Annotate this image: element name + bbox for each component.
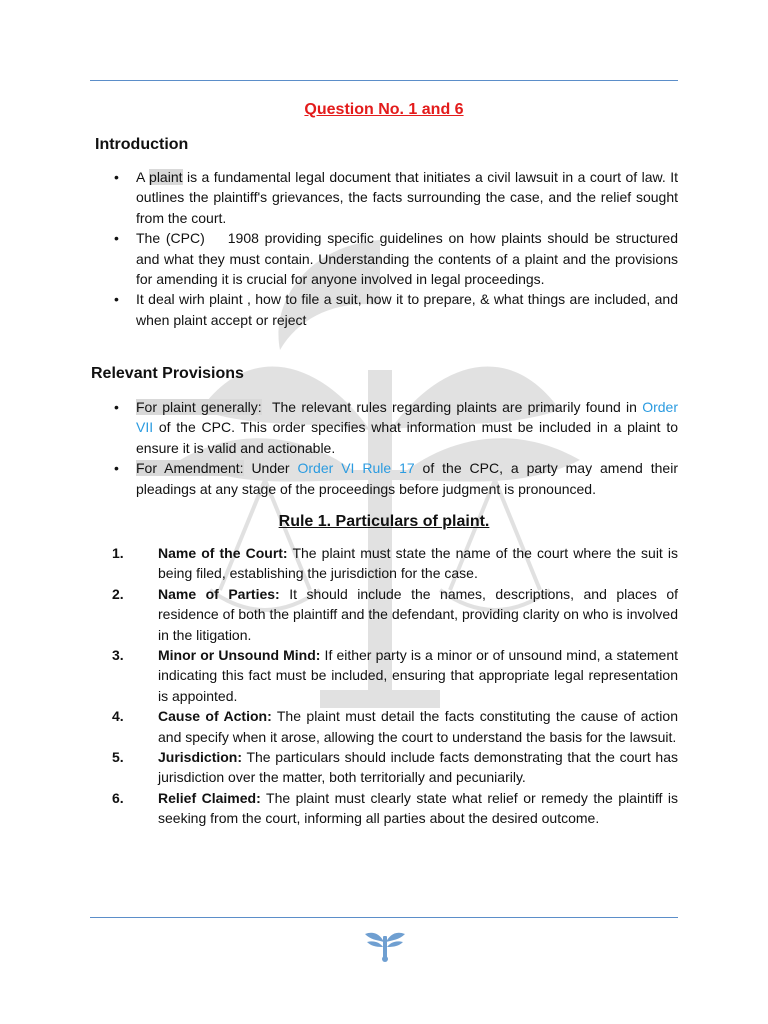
- item-term: Minor or Unsound Mind:: [158, 647, 321, 664]
- order-vi-rule-17-link[interactable]: Order VI Rule 17: [297, 460, 415, 477]
- item-text-post: is a fundamental legal document that initiates a civil lawsuit in a court of law. It outlines the plaintiff's grievances, the facts surrounding the case, and the relief sought from the court.: [136, 169, 678, 226]
- item-term: Relief Claimed:: [158, 789, 261, 806]
- list-item: [114, 228, 682, 289]
- list-item: [114, 397, 678, 458]
- introduction-list: [114, 167, 682, 330]
- item-number: 4.: [112, 708, 124, 725]
- item-text: It should include the names, descriptions, and places of residence of both the plaintiff and the defendant, providing clarity on who is involved in the litigation.: [158, 585, 679, 643]
- list-item: [114, 167, 678, 228]
- item-number: 2.: [112, 585, 124, 602]
- bullet-icon: •: [114, 230, 119, 247]
- order-vii-link[interactable]: Order VII: [136, 399, 679, 436]
- item-number: 5.: [112, 749, 124, 766]
- list-item: [112, 706, 678, 747]
- list-item: [112, 788, 678, 829]
- bullet-icon: •: [114, 291, 119, 308]
- provision-label: For plaint generally:: [136, 399, 262, 415]
- item-text: It deal wirh plaint , how to file a suit, how it to prepare, & what things are included, and when plaint accept or reject: [136, 291, 678, 328]
- item-text: The plaint must detail the facts constituting the cause of action and specify when it arose, allowing the court to understand the basis for the lawsuit.: [158, 708, 678, 745]
- footer-rule: [90, 917, 678, 918]
- provision-label: For Amendment:: [136, 460, 244, 477]
- list-item: [112, 584, 678, 645]
- bullet-icon: •: [114, 399, 119, 415]
- list-item: [112, 645, 678, 706]
- header-rule: [90, 80, 678, 81]
- item-text: The particulars should include facts demonstrating that the court has jurisdiction over the matter, both territorially and pecuniarily.: [158, 749, 678, 786]
- bullet-icon: •: [114, 460, 119, 477]
- item-text-pre: Under: [243, 460, 298, 477]
- item-text: The plaint must clearly state what relief or remedy the plaintiff is seeking from the court, informing all parties about the desired outcome.: [158, 789, 679, 827]
- item-number: 6.: [112, 789, 124, 806]
- item-text-pre: A: [136, 169, 150, 185]
- item-term: Jurisdiction:: [158, 749, 243, 766]
- item-text-post: of the CPC. This order specifies what information must be included in a plaint to ensure it is valid and actionable.: [136, 419, 678, 456]
- item-text: The plaint must state the name of the court where the suit is being filed, establishing the jurisdiction for the case.: [158, 545, 679, 582]
- item-term: Name of Parties:: [158, 585, 280, 602]
- item-text: If either party is a minor or of unsound mind, a statement indicating this fact must be included, ensuring that appropriate legal representation is appointed.: [158, 647, 679, 704]
- provisions-list: [114, 397, 678, 499]
- rule1-heading: Rule 1. Particulars of plaint.: [278, 513, 490, 530]
- footer-logo-icon: [363, 928, 407, 962]
- item-text-post: of the CPC, a party may amend their pleadings at any stage of the proceedings before judgment is pronounced.: [136, 460, 678, 497]
- item-text-pre: The relevant rules regarding plaints are primarily found in: [261, 399, 643, 415]
- particulars-list: [112, 543, 678, 829]
- item-number: 1.: [112, 545, 124, 561]
- list-item: [112, 543, 678, 584]
- question-title: Question No. 1 and 6: [304, 101, 464, 118]
- introduction-heading: Introduction: [95, 136, 189, 153]
- highlighted-term: plaint: [149, 169, 183, 185]
- item-number: 3.: [112, 647, 124, 664]
- list-item: [114, 289, 678, 330]
- provisions-heading: Relevant Provisions: [91, 365, 244, 382]
- item-term: Name of the Court:: [158, 545, 288, 561]
- item-term: Cause of Action:: [158, 708, 272, 725]
- bullet-icon: •: [114, 169, 119, 185]
- list-item: [114, 458, 678, 499]
- list-item: [112, 747, 678, 788]
- item-text: The (CPC) 1908 providing specific guidelines on how plaints should be structured and what they must contain. Understanding the contents of a plaint and the provisions for amending it is crucial for anyone involved in legal proceedings.: [136, 230, 682, 288]
